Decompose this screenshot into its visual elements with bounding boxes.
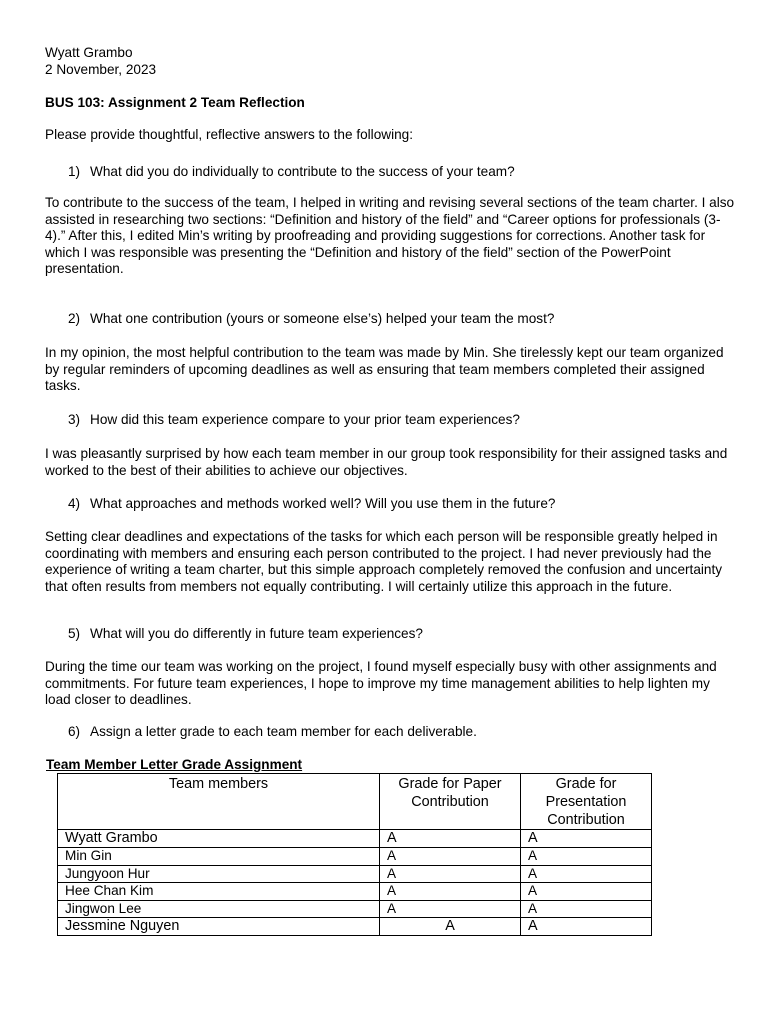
document-title: BUS 103: Assignment 2 Team Reflection <box>45 95 305 110</box>
member-name: Wyatt Grambo <box>58 830 380 848</box>
member-name: Hee Chan Kim <box>58 883 380 901</box>
table-row <box>58 848 652 866</box>
question-number: 1) <box>68 164 81 179</box>
header-presentation-grade: Grade for Presentation Contribution <box>521 774 652 830</box>
presentation-grade: A <box>521 883 652 901</box>
intro-text: Please provide thoughtful, reflective answers to the following: <box>45 127 413 142</box>
paper-grade: A <box>380 900 521 918</box>
document-date: 2 November, 2023 <box>45 62 157 77</box>
member-name: Jingwon Lee <box>58 900 380 918</box>
member-name: Jungyoon Hur <box>58 865 380 883</box>
question-number: 4) <box>68 496 81 511</box>
question-number: 5) <box>68 626 81 641</box>
table-row <box>58 865 652 883</box>
presentation-grade: A <box>521 830 652 848</box>
paper-grade: A <box>380 848 521 866</box>
grade-table <box>57 773 652 936</box>
presentation-grade: A <box>521 900 652 918</box>
table-header-row <box>58 774 652 830</box>
header-paper-grade: Grade for Paper Contribution <box>380 774 521 830</box>
presentation-grade: A <box>521 848 652 866</box>
grade-table-title: Team Member Letter Grade Assignment <box>46 757 303 772</box>
answer-1: To contribute to the success of the team, I helped in writing and revising several sections of the team charter. I also assisted in researching two sections: “Definition and history of the field” and “Career options for professionals (3-4).” After this, I edited Min’s writing by proofreading and providing suggestions for corrections. Another task for which I was responsible was presenting the “Definition and history of the field” section of the PowerPoint presentation. <box>45 195 735 276</box>
question-number: 2) <box>68 311 81 326</box>
table-row <box>58 883 652 901</box>
author-name: Wyatt Grambo <box>45 45 133 60</box>
presentation-grade: A <box>521 865 652 883</box>
member-name: Min Gin <box>58 848 380 866</box>
question-text: What approaches and methods worked well? Will you use them in the future? <box>90 496 556 511</box>
answer-3: I was pleasantly surprised by how each team member in our group took responsibility for their assigned tasks and worked to the best of their abilities to achieve our objectives. <box>45 446 728 478</box>
table-row <box>58 900 652 918</box>
answer-5: During the time our team was working on the project, I found myself especially busy with other assignments and commitments. For future team experiences, I hope to improve my time management abilities to help lighten my load closer to deadlines. <box>45 659 717 707</box>
table-row <box>58 918 652 936</box>
question-text: Assign a letter grade to each team member for each deliverable. <box>90 724 477 739</box>
paper-grade: A <box>380 918 521 936</box>
question-number: 3) <box>68 412 81 427</box>
question-text: What did you do individually to contribute to the success of your team? <box>90 164 515 179</box>
paper-grade: A <box>380 883 521 901</box>
paper-grade: A <box>380 865 521 883</box>
header-team-members: Team members <box>58 774 380 830</box>
question-number: 6) <box>68 724 81 739</box>
answer-4: Setting clear deadlines and expectations of the tasks for which each person will be responsible greatly helped in coordinating with members and ensuring each person contributed to the project. I had never previously had the experience of writing a team charter, but this simple approach completely removed the confusion and uncertainty that often results from members not equally contributing. I will certainly utilize this approach in the future. <box>45 529 723 594</box>
question-text: How did this team experience compare to your prior team experiences? <box>90 412 520 427</box>
answer-2: In my opinion, the most helpful contribution to the team was made by Min. She tirelessly kept our team organized by regular reminders of upcoming deadlines as well as ensuring that team members completed their assigned tasks. <box>45 345 724 393</box>
table-row <box>58 830 652 848</box>
member-name: Jessmine Nguyen <box>58 918 380 936</box>
presentation-grade: A <box>521 918 652 936</box>
question-text: What will you do differently in future team experiences? <box>90 626 423 641</box>
paper-grade: A <box>380 830 521 848</box>
question-text: What one contribution (yours or someone else’s) helped your team the most? <box>90 311 555 326</box>
